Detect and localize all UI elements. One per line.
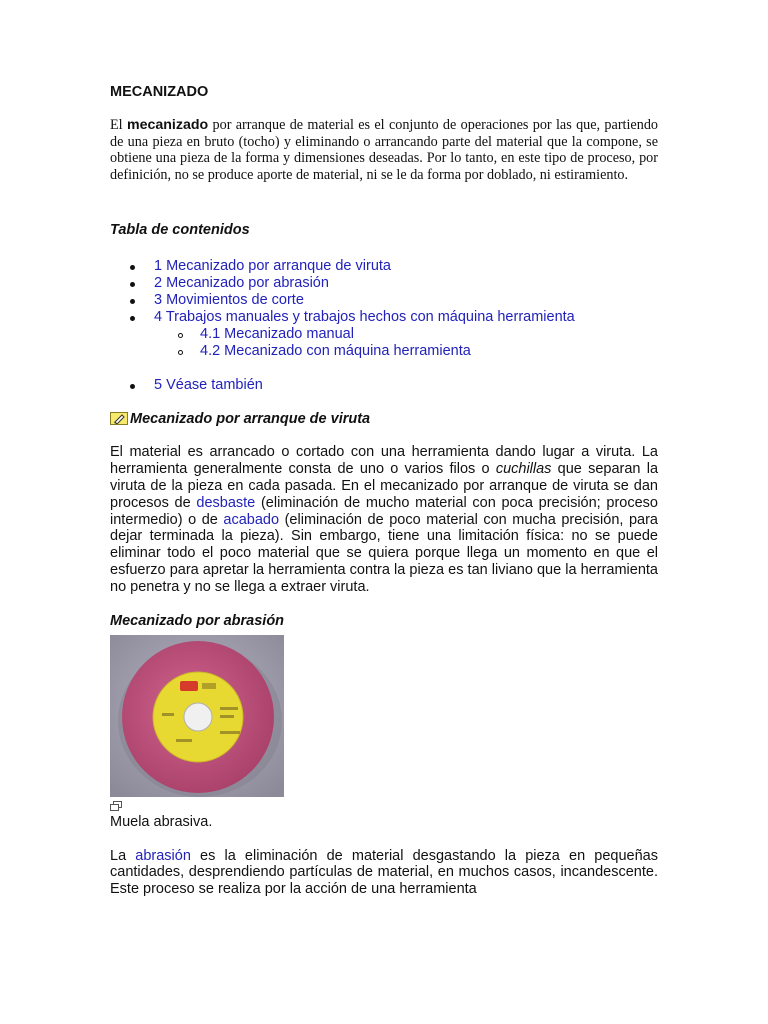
desbaste-link[interactable]: desbaste [196,494,256,511]
text-run: que separan la viruta de la pieza en cada pasada. En el mecanizado por arranque de viruta se dan procesos de [110,461,659,511]
image-caption: Muela abrasiva. [110,813,213,830]
table-of-contents [110,258,658,394]
section-paragraph-abrasion [110,848,658,898]
section-heading-abrasion: Mecanizado por abrasión [110,612,285,629]
text-run: (eliminación de poco material con mucha precisión, para dejar terminada la pieza). Sin embargo, tiene una limitación física: no se puede eliminar todo el poco material que se quiera porque llega un momento en que el esfuerzo para apretar la herramienta contra la pieza es tan liviano que la herramienta no penetra y no se llega a extraer viruta. [110,511,658,595]
text-run: es la eliminación de material desgastando la pieza en pequeñas cantidades, desprendiendo partículas de material, en muchos casos, incandescente. Este proceso se realiza por la acción de una herramienta [110,847,658,898]
acabado-link[interactable]: acabado [223,511,280,528]
toc-subitem [110,326,658,343]
intro-term: mecanizado [126,117,209,133]
toc-item [110,309,658,326]
toc-link-abrasion[interactable]: 2 Mecanizado por abrasión [154,275,329,292]
bullet-icon [130,282,135,287]
page-title: MECANIZADO [110,84,209,100]
toc-item [110,275,658,292]
circle-bullet-icon [178,333,183,338]
toc-link-movimientos[interactable]: 3 Movimientos de corte [154,292,304,309]
toc-item [110,377,658,394]
intro-lead: El [110,117,127,133]
bullet-icon [130,384,135,389]
text-run: El material es arrancado o cortado con una herramienta dando lugar a viruta. La herramienta generalmente consta de uno o varios filos o [110,444,658,478]
toc-title: Tabla de contenidos [110,222,250,239]
cuchillas-term: cuchillas [495,461,552,478]
abrasion-link[interactable]: abrasión [135,847,191,864]
toc-item [110,292,658,309]
intro-paragraph [110,117,658,183]
bullet-icon [130,265,135,270]
text-run: (eliminación de mucho material con poca precisión; proceso intermedio) o de [110,494,658,528]
enlarge-icon[interactable] [110,799,658,811]
circle-bullet-icon [178,350,183,355]
toc-item [110,258,658,275]
section-heading-text: Mecanizado por arranque de viruta [130,410,371,427]
grinding-wheel-image [110,635,284,797]
toc-link-manual[interactable]: 4.1 Mecanizado manual [200,326,354,343]
bullet-icon [130,316,135,321]
toc-link-maquina[interactable]: 4.2 Mecanizado con máquina herramienta [200,343,471,360]
grinding-wheel-photo [110,635,284,797]
section-heading-arranque [110,410,658,427]
bullet-icon [130,299,135,304]
text-run: La [110,847,136,864]
toc-subitem [110,343,658,360]
toc-link-vease[interactable]: 5 Véase también [154,377,263,394]
intro-text: por arranque de material es el conjunto de operaciones por las que, partiendo de una pieza en bruto (tocho) y eliminando o arrancando parte del material que la compone, se obtiene una pieza de la forma y dimensiones deseadas. Por lo tanto, en este tipo de proceso, por definición, no se produce aporte de material, ni se le da forma por doblado, ni estiramiento. [110,117,659,183]
document-page [110,84,658,898]
toc-link-trabajos[interactable]: 4 Trabajos manuales y trabajos hechos con máquina herramienta [154,309,575,326]
toc-link-arranque[interactable]: 1 Mecanizado por arranque de viruta [154,258,391,275]
section-paragraph-arranque [110,444,658,595]
edit-icon[interactable] [110,412,128,425]
